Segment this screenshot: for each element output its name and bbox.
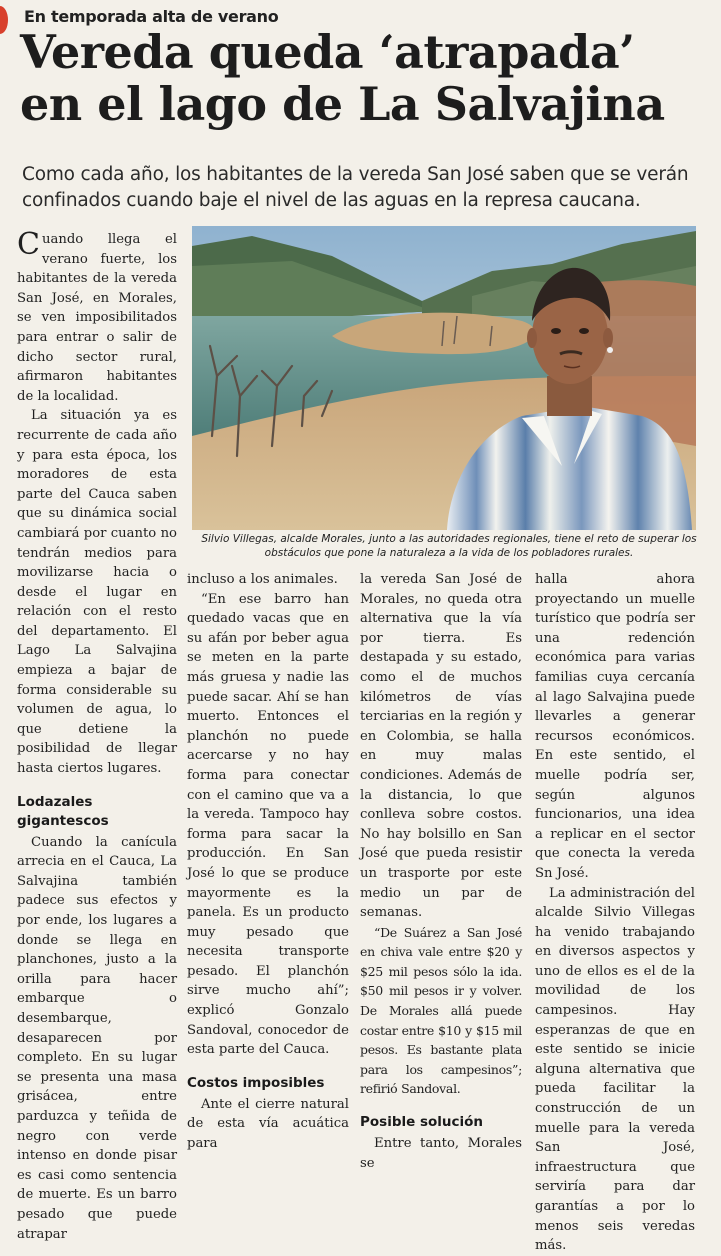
paragraph: Entre tanto, Morales se <box>360 1136 522 1171</box>
column-1-top <box>17 227 177 1244</box>
lead-text: uando llega el verano fuerte, los habitantes de la vereda San José, en Morales, se ven imposibilitados para entrar o salir de dicho sector rural, afirmaron habitantes de la localidad. <box>17 232 177 404</box>
paragraph: La administración del alcalde Silvio Villegas ha venido trabajando en diversos aspectos y uno de ellos es el de la movilidad de los campesinos. Hay esperanzas de que en este sentido se inicie alguna alternativa que pueda facilitar la construcción de un muelle para la vereda San José, infraestructura que serviría para dar garantías a por lo menos seis veredas más. <box>535 885 695 1254</box>
kicker: En temporada alta de verano <box>24 7 279 26</box>
paragraph: “En ese barro han quedado vacas que en su afán por beber agua se meten en la parte más gruesa y nadie las puede sacar. Ahí se han muerto. Entonces el planchón no puede acercarse y no hay forma para conectar con el camino que va a la vereda. Tampoco hay forma para sacar la producción. En San José lo que se produce mayormente es la panela. Es un producto muy pesado que necesita transporte pesado. El planchón sirve mucho ahí”; explicó Gonzalo Sandoval, conocedor de esta parte del Cauca. <box>187 591 349 1058</box>
paragraph: Cuando la canícula arrecia en el Cauca, La Salvajina también padece sus efectos y por ende, los lugares a donde se llega en planchones, justo a la orilla para hacer embarque o desembarque, desaparecen por completo. En su lugar se presenta una masa grisácea, entre parduzca y teñida de negro con verde intenso en donde pisar es casi como sentencia de muerte. Es un barro pesado que puede atrapar <box>17 834 177 1242</box>
subhead-lodazales: Lodazales gigantescos <box>17 793 109 829</box>
paragraph: Ante el cierre natural de esta vía acuática para <box>187 1096 349 1152</box>
headline-line-2: en el lago de La Salvajina <box>20 77 665 131</box>
column-2 <box>187 570 349 1154</box>
paragraph: incluso a los animales. <box>187 572 338 587</box>
paragraph: La situación ya es recurrente de cada año y para esta época, los moradores de esta parte del Cauca saben que su dinámica social cambiará por cuanto no tendrán medios para movilizarse hacia o desde el lugar en relación con el resto del departamento. El Lago La Salvajina empieza a bajar de forma considerable su volumen de agua, lo que detiene la posibilidad de llegar hasta ciertos lugares. <box>17 408 177 777</box>
headline <box>20 26 710 130</box>
deck: Como cada año, los habitantes de la vereda San José saben que se verán confinados cuando baje el nivel de las aguas en la represa caucana. <box>22 164 689 211</box>
article-photo <box>192 226 696 530</box>
quote-paragraph: “De Suárez a San José en chiva vale entre $20 y $25 mil pesos sólo la ida. $50 mil pesos ir y volver. De Morales allá puede costar entre $10 y $15 mil pesos. Es bastante plata para los campesinos”; refirió Sandoval. <box>360 924 522 1097</box>
photo-caption: Silvio Villegas, alcalde Morales, junto a las autoridades regionales, tiene el reto de superar los obstáculos que pone la naturaleza a la vida de los pobladores rurales. <box>201 533 697 559</box>
subhead-costos: Costos imposibles <box>187 1074 325 1091</box>
drop-cap: C <box>17 227 40 262</box>
column-3 <box>360 570 522 1173</box>
subhead-solucion: Posible solución <box>360 1114 484 1131</box>
section-marker <box>0 6 8 34</box>
headline-line-1: Vereda queda ‘atrapada’ <box>20 25 635 79</box>
paragraph: la vereda San José de Morales, no queda otra alternativa que la vía por tierra. Es destapada y su estado, como el de muchos kilómetros de vías terciarias en la región y en Colombia, se halla en muy malas condiciones. Además de la distancia, lo que conlleva sobre costos. No hay bolsillo en San José que pueda resistir un trasporte por este medio un par de semanas. <box>360 572 522 921</box>
paragraph: halla ahora proyectando un muelle turístico que podría ser una redención económica para varias familias cuya cercanía al lago Salvajina puede llevarles a generar recursos económicos. En este sentido, el muelle podría ser, según algunos funcionarios, una idea a replicar en el sector que conecta la vereda Sn José. <box>535 572 695 881</box>
lead-paragraph <box>17 227 177 406</box>
column-4 <box>535 570 695 1256</box>
